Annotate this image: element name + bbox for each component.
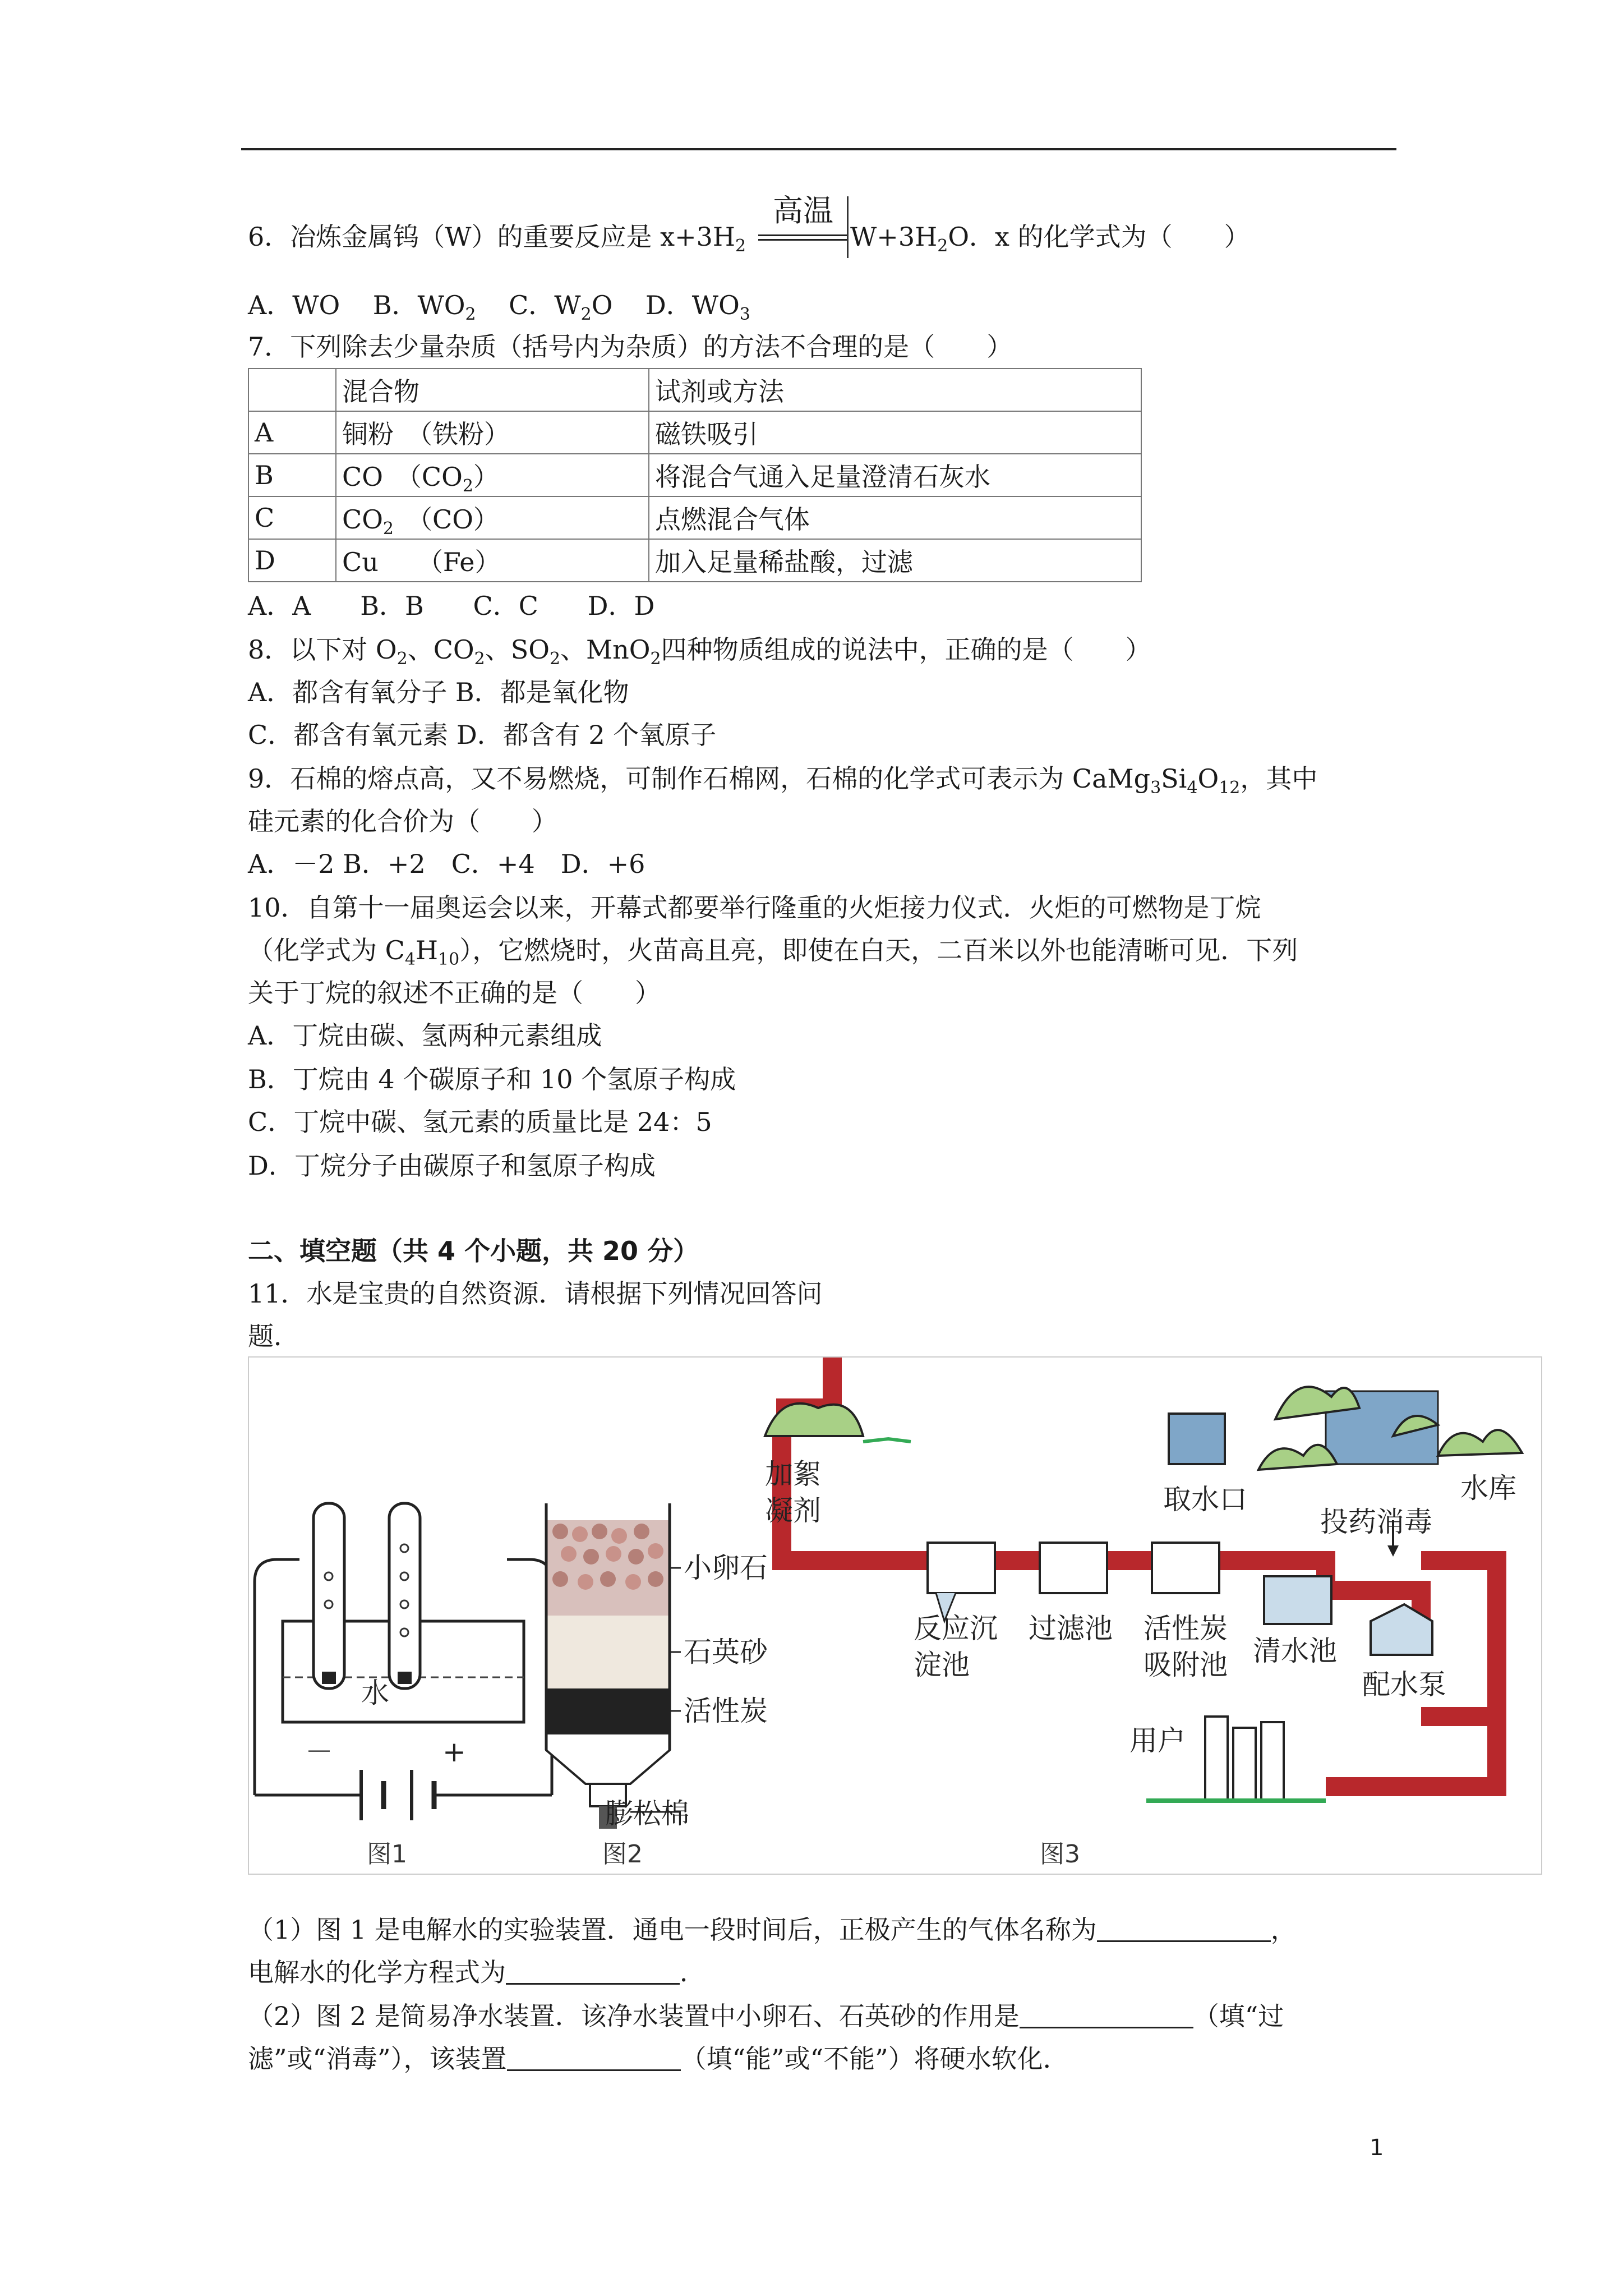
label-clear-water: 清水池: [1253, 1635, 1337, 1667]
question-11-part-2-line2: 滤”或“消毒”），该装置 （填“能”或“不能”）将硬水软化．: [248, 2044, 1069, 2074]
label-disinfection: 投药消毒: [1320, 1506, 1432, 1538]
impurity-table: [248, 368, 1142, 582]
table-header-row: 混合物 试剂或方法: [248, 369, 1141, 411]
question-9-stem: 9．石棉的熔点高，又不易燃烧，可制作石棉网，石棉的化学式可表示为 $CaMg_3Si_4O_{12}$，其中: [248, 763, 1318, 798]
header-rule: [241, 148, 1396, 150]
negative-terminal: －: [305, 1736, 333, 1768]
figure-1-caption: 图1: [367, 1840, 407, 1869]
label-coagulant-1: 加絮: [765, 1458, 821, 1490]
figure-3-caption: 图3: [1040, 1840, 1080, 1869]
label-settling-2: 淀池: [914, 1649, 970, 1681]
layer-cotton: 膨松棉: [605, 1797, 689, 1830]
water-label: 水: [361, 1677, 389, 1709]
question-10-stem: 10．自第十一届奥运会以来，开幕式都要举行隆重的火炬接力仪式．火炬的可燃物是丁烷: [248, 892, 1261, 923]
question-11-part-2: （2）图 2 是简易净水装置．该净水装置中小卵石、石英砂的作用是 （填“过: [248, 2001, 1284, 2031]
page-number: 1: [1370, 2135, 1384, 2161]
figure-3-water-plant: [765, 1358, 1522, 1869]
label-carbon-1: 活性炭: [1144, 1612, 1228, 1645]
question-10-stem-line2: （化学式为 $C_4H_{10}$），它燃烧时，火苗高且亮，即使在白天，二百米以外也能清晰可见．下列: [248, 935, 1298, 969]
answer-blank-gas[interactable]: [1097, 1918, 1271, 1942]
option-a[interactable]: A．WO: [248, 290, 340, 320]
option-b[interactable]: B．丁烷由 4 个碳原子和 10 个氢原子构成: [248, 1064, 736, 1094]
question-7-stem: 7．下列除去少量杂质（括号内为杂质）的方法不合理的是（ ）: [248, 332, 1013, 362]
label-reservoir: 水库: [1460, 1472, 1516, 1504]
table-row: D Cu （Fe） 加入足量稀盐酸，过滤: [248, 539, 1141, 582]
option-a[interactable]: A．A: [248, 591, 311, 621]
label-coagulant-2: 凝剂: [765, 1494, 821, 1527]
question-11-stem: 11．水是宝贵的自然资源．请根据下列情况回答问: [248, 1278, 823, 1309]
figure-1-electrolysis-apparatus: [255, 1503, 552, 1869]
question-11-part-1: （1）图 1 是电解水的实验装置．通电一段时间后，正极产生的气体名称为 ，: [248, 1915, 1297, 1945]
question-6-stem-tail: $W+3H_2O$．x 的化学式为（ ）: [850, 222, 1250, 256]
question-6-options: [248, 288, 750, 322]
answer-blank-softening[interactable]: [507, 2047, 681, 2071]
question-9-options[interactable]: A．－2 B．+2 C．+4 D．+6: [248, 849, 645, 879]
table-row: B CO $(CO_2)$ 将混合气通入足量澄清石灰水: [248, 454, 1141, 496]
question-10-stem-line3: 关于丁烷的叙述不正确的是（ ）: [248, 978, 661, 1008]
question-7-options: [248, 589, 654, 623]
option-b[interactable]: B．$WO_2$: [372, 290, 476, 324]
label-intake: 取水口: [1163, 1483, 1247, 1516]
option-c[interactable]: C．C: [473, 591, 538, 621]
answer-blank-equation[interactable]: [506, 1961, 680, 1985]
label-filter-tank: 过滤池: [1029, 1612, 1113, 1645]
option-c[interactable]: C．$W_2O$: [509, 290, 613, 324]
label-carbon-2: 吸附池: [1144, 1649, 1228, 1681]
answer-blank-function[interactable]: [1020, 2004, 1193, 2028]
figure-2-caption: 图2: [602, 1840, 643, 1869]
table-row: A 铜粉 （铁粉） 磁铁吸引: [248, 411, 1141, 454]
question-8-options-ab[interactable]: A．都含有氧分子 B．都是氧化物: [248, 677, 629, 707]
label-pump: 配水泵: [1362, 1668, 1446, 1701]
figure-2-water-filter: [546, 1503, 769, 1869]
reaction-condition: 高温: [758, 193, 848, 243]
positive-terminal: +: [442, 1736, 466, 1768]
question-8-options-cd[interactable]: C．都含有氧元素 D．都含有 2 个氧原子: [248, 720, 717, 750]
option-c[interactable]: C．丁烷中碳、氢元素的质量比是 24：5: [248, 1107, 712, 1137]
option-a[interactable]: A．丁烷由碳、氢两种元素组成: [248, 1020, 602, 1051]
label-settling-1: 反应沉: [914, 1612, 998, 1645]
question-11-part-1-line2: 电解水的化学方程式为 ．: [248, 1957, 706, 1987]
option-d[interactable]: D．$WO_3$: [645, 290, 750, 324]
section-2-title: 二、填空题（共 4 个小题，共 20 分）: [248, 1236, 699, 1266]
table-row: C $CO_2$ （CO） 点燃混合气体: [248, 496, 1141, 539]
figure-panel: [248, 1356, 1542, 1875]
option-d[interactable]: D．D: [587, 591, 655, 621]
layer-pebbles: 小卵石: [684, 1552, 768, 1584]
figure-illustration: [249, 1358, 1541, 1874]
layer-quartz-sand: 石英砂: [684, 1636, 768, 1668]
question-8-stem: 8．以下对 $O_2$、$CO_2$、$SO_2$、MnO$_2$四种物质组成的说法中，正确的是（ ）: [248, 634, 1151, 669]
question-11-stem-line2: 题．: [248, 1321, 299, 1351]
option-d[interactable]: D．丁烷分子由碳原子和氢原子构成: [248, 1151, 656, 1181]
question-9-stem-line2: 硅元素的化合价为（ ）: [248, 806, 557, 836]
layer-activated-carbon: 活性炭: [684, 1695, 768, 1727]
question-6-stem: 6．冶炼金属钨（W）的重要反应是 $x+3H_2$: [248, 222, 746, 256]
label-users: 用户: [1129, 1724, 1186, 1757]
option-b[interactable]: B．B: [360, 591, 424, 621]
